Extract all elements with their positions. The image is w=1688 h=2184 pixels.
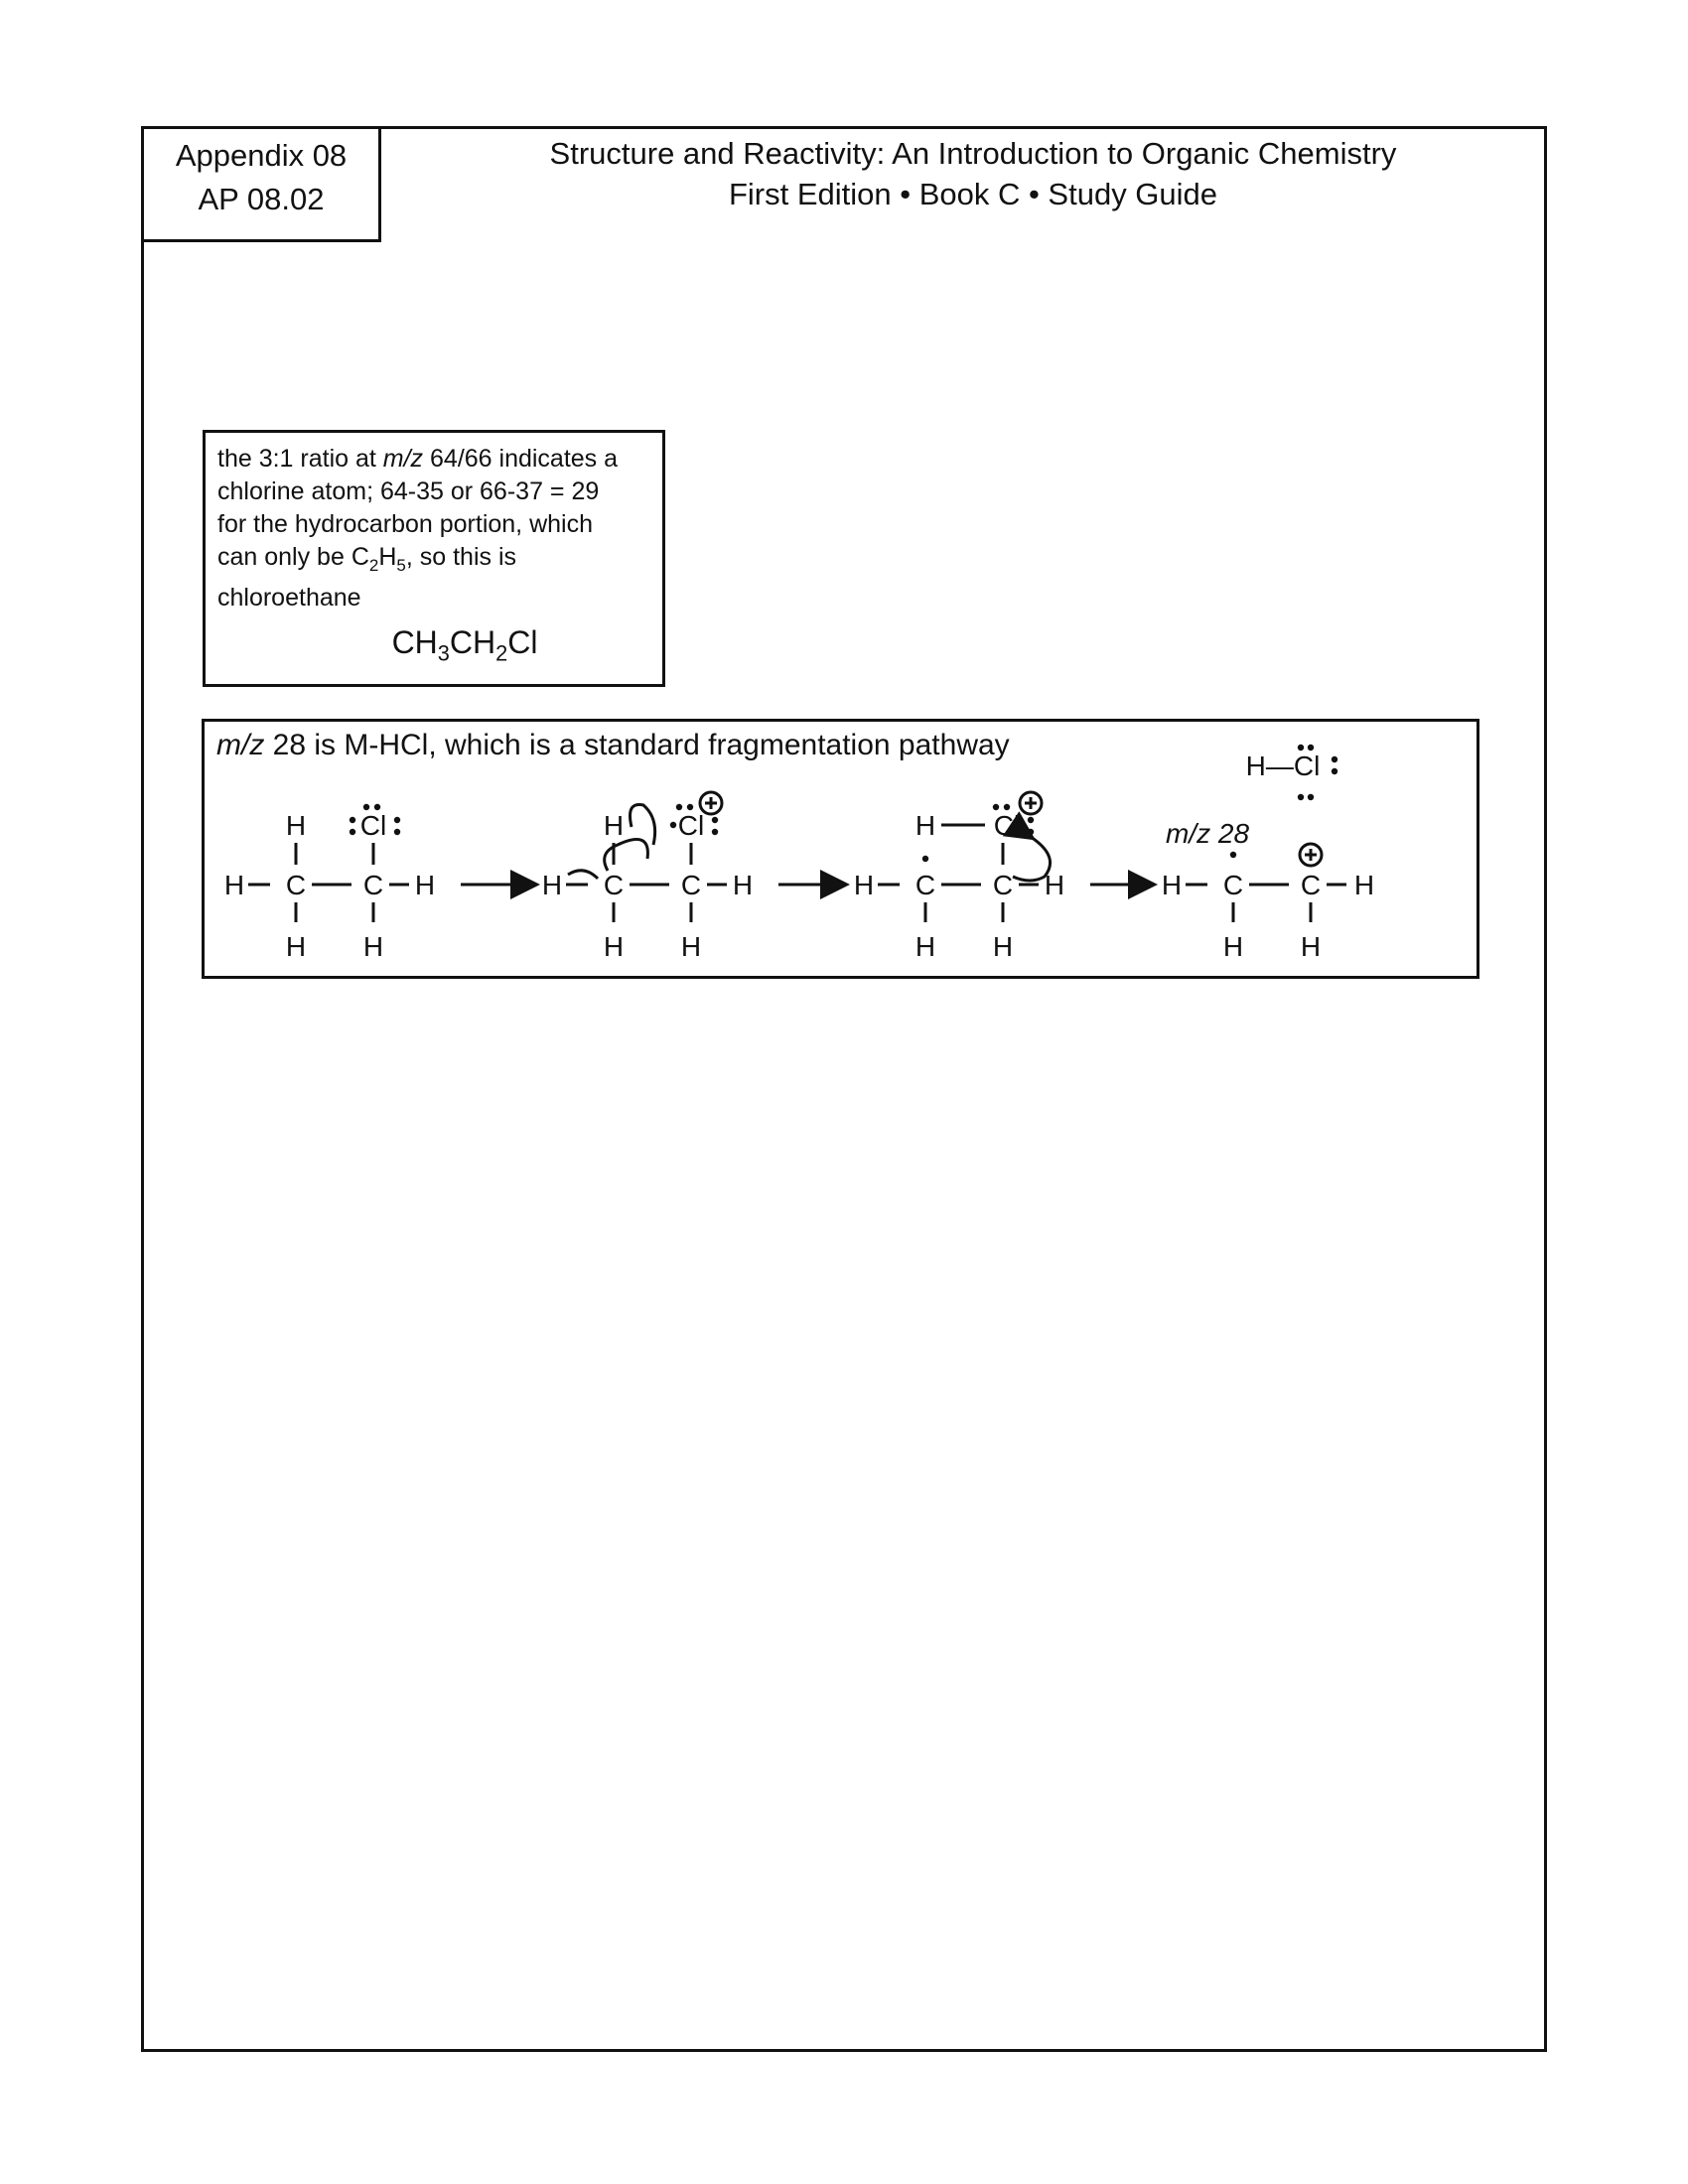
atom-label: C (285, 870, 307, 900)
lone-pair (993, 804, 999, 810)
atom-label: H (362, 931, 384, 962)
lone-pair (712, 829, 718, 835)
product-mz-label: m/z 28 (1165, 818, 1250, 849)
answer-text: , so this is (405, 543, 517, 571)
lone-pair (1028, 817, 1034, 823)
lone-pair (350, 829, 355, 835)
atom-label: C (1300, 870, 1322, 900)
lone-pair (1308, 745, 1314, 751)
lone-pair (363, 804, 369, 810)
atom-label: C (992, 870, 1014, 900)
caption-text: 28 is M-HCl, which is a standard fragmentation pathway (264, 729, 1010, 761)
atom-label: H (680, 931, 702, 962)
answer-line-5: chloroethane (217, 584, 361, 612)
answer-text: 64/66 indicates a (423, 445, 619, 473)
radical-electron (670, 822, 676, 828)
atom-label: H (1044, 870, 1065, 900)
atom-label: H (1222, 931, 1244, 962)
lone-pair (350, 817, 355, 823)
lone-pair (1028, 829, 1034, 835)
lone-pair (1298, 745, 1304, 751)
atom-label: H (603, 810, 625, 841)
answer-line-3: for the hydrocarbon portion, which (217, 510, 593, 538)
lone-pair (712, 817, 718, 823)
atom-label: H (853, 870, 875, 900)
title-line-1: Structure and Reactivity: An Introduction to Organic Chemistry (549, 136, 1397, 171)
atom-label: H (285, 810, 307, 841)
atom-label: H (223, 870, 245, 900)
answer-line-1 (217, 443, 652, 476)
lone-pair (1298, 794, 1304, 800)
atom-label: H (914, 810, 936, 841)
formula-part: CH (449, 624, 496, 660)
title-line-2: First Edition • Book C • Study Guide (728, 177, 1218, 211)
atom-label: C (603, 870, 625, 900)
answer-line-4 (217, 541, 652, 582)
atom-label: C (914, 870, 936, 900)
lone-pair (394, 817, 400, 823)
mz-italic: m/z (382, 445, 424, 473)
atom-label: H (914, 931, 936, 962)
atom-label: H (285, 931, 307, 962)
atom-label: H (992, 931, 1014, 962)
atom-label: Cl (677, 810, 705, 841)
lone-pair (1332, 756, 1337, 762)
lone-pair (374, 804, 380, 810)
mz-italic: m/z (216, 729, 265, 761)
appendix-box (141, 126, 381, 242)
formula-part: Cl (507, 624, 538, 660)
curved-arrow-icon (568, 871, 598, 879)
book-title (417, 133, 1529, 214)
atom-label: C (680, 870, 702, 900)
answer-text: can only be C (217, 543, 369, 571)
atom-label: H (1353, 870, 1375, 900)
subscript: 5 (396, 556, 406, 575)
answer-line-2: chlorine atom; 64-35 or 66-37 = 29 (217, 478, 600, 505)
atom-label: C (362, 870, 384, 900)
subscript: 2 (495, 640, 508, 666)
answer-text: the 3:1 ratio at (217, 445, 383, 473)
curved-arrow-icon (605, 839, 648, 871)
atom-label: C (1222, 870, 1244, 900)
lone-pair (687, 804, 693, 810)
answer-text: H (378, 543, 397, 571)
lone-pair (394, 829, 400, 835)
subscript: 3 (437, 640, 450, 666)
condensed-formula (217, 626, 652, 669)
lone-pair (1332, 768, 1337, 774)
radical-electron (922, 856, 928, 862)
radical-electron (1230, 852, 1236, 858)
mechanism-box (202, 719, 1479, 979)
formula-part: CH (391, 624, 438, 660)
lone-pair (1004, 804, 1010, 810)
atom-label: H (414, 870, 436, 900)
atom-label: H (541, 870, 563, 900)
atom-label: Cl (993, 810, 1021, 841)
lone-pair (676, 804, 682, 810)
lone-pair (1308, 794, 1314, 800)
atom-label: H (1161, 870, 1183, 900)
atom-label: H (732, 870, 754, 900)
page-frame (141, 126, 1547, 2052)
subscript: 2 (368, 556, 379, 575)
page-code: AP 08.02 (198, 182, 325, 216)
atom-label: Cl (359, 810, 387, 841)
mechanism-diagram (205, 722, 1477, 976)
hcl-molecule: H—Cl (1245, 751, 1321, 781)
appendix-label: Appendix 08 (175, 138, 348, 173)
atom-label: H (603, 931, 625, 962)
answer-box (203, 430, 665, 687)
atom-label: H (1300, 931, 1322, 962)
